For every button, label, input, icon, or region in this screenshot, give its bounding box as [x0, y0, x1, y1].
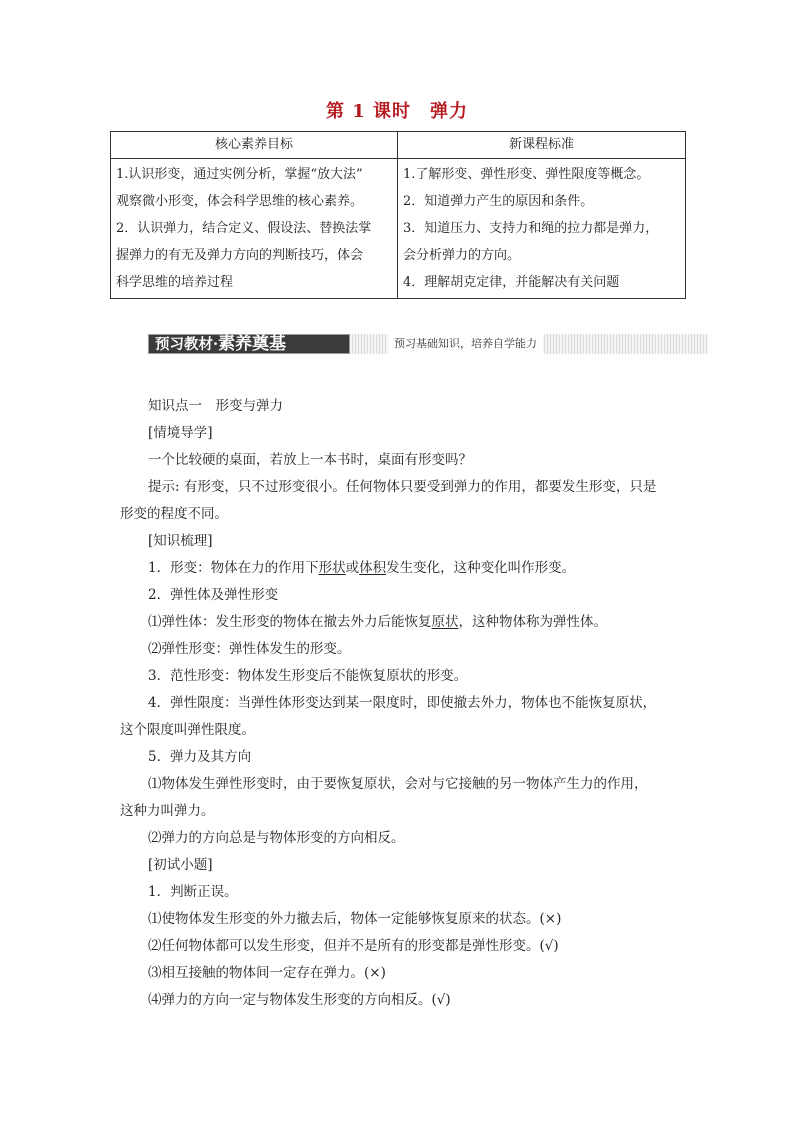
- core-goal-line: 2．认识弹力，结合定义、假设法、替换法掌: [116, 221, 372, 236]
- knowledge-item-5-1-cont: 这种力叫弹力。: [120, 803, 215, 819]
- text-span: ⑴弹性体：发生形变的物体在撤去外力后能恢复: [148, 614, 432, 630]
- section-label-try: [初试小题]: [148, 857, 213, 873]
- standard-line: 4．理解胡克定律，并能解决有关问题: [403, 275, 620, 290]
- knowledge-item-4: 4．弹性限度：当弹性体形变达到某一限度时，即使撤去外力，物体也不能恢复原状，: [148, 695, 657, 711]
- knowledge-item-3: 3．范性形变：物体发生形变后不能恢复原状的形变。: [148, 668, 468, 684]
- exercise-heading: 1．判断正误。: [148, 884, 238, 900]
- underlined-term: 体积: [359, 560, 387, 576]
- standard-line: 3．知道压力、支持力和绳的拉力都是弹力，: [403, 221, 659, 236]
- standard-line: 会分析弹力的方向。: [403, 248, 521, 263]
- knowledge-item-5-1: ⑴物体发生弹性形变时，由于要恢复原状，会对与它接触的另一物体产生力的作用，: [148, 776, 648, 792]
- knowledge-item-1: [120, 555, 680, 582]
- standards-cell: [398, 159, 686, 299]
- underlined-term: 形状: [318, 560, 346, 576]
- content-body: [120, 393, 680, 1014]
- knowledge-item-2: 2．弹性体及弹性形变: [148, 587, 279, 603]
- lesson-title: 第 1 课时 弹力: [325, 101, 469, 122]
- core-goals-cell: [111, 159, 398, 299]
- banner-subtitle: 预习基础知识，培养自学能力: [388, 334, 543, 354]
- standard-line: 1.了解形变、弹性形变、弹性限度等概念。: [403, 167, 650, 182]
- banner-label-b: 素养奠基: [218, 334, 287, 354]
- header-core-goals: 核心素养目标: [111, 132, 398, 159]
- underlined-term: 原状: [431, 614, 459, 630]
- section-banner: [148, 334, 708, 354]
- text-span: 1．形变：物体在力的作用下: [148, 560, 319, 576]
- header-new-standards: 新课程标准: [398, 132, 686, 159]
- hint-line: 提示: 有形变，只不过形变很小。任何物体只要受到弹力的作用，都要发生形变，只是: [148, 479, 657, 495]
- exercise-item: ⑵任何物体都可以发生形变，但并不是所有的形变都是弹性形变。(√): [148, 938, 559, 954]
- table-header-row: [111, 132, 686, 159]
- knowledge-item-5: 5．弹力及其方向: [148, 749, 252, 765]
- knowledge-point-heading: 知识点一 形变与弹力: [148, 398, 283, 414]
- section-label-knowledge: [知识梳理]: [148, 533, 213, 549]
- exercise-item: ⑶相互接触的物体间一定存在弹力。(×): [148, 965, 386, 981]
- text-span: ，这种物体称为弹性体。: [458, 614, 607, 630]
- section-label-scene: [情境导学]: [148, 425, 213, 441]
- knowledge-item-2-2: ⑵弹性形变：弹性体发生的形变。: [148, 641, 351, 657]
- banner-label: [148, 334, 350, 354]
- exercise-item: ⑷弹力的方向一定与物体发生形变的方向相反。(√): [148, 992, 451, 1008]
- knowledge-item-4-cont: 这个限度叫弹性限度。: [120, 722, 255, 738]
- knowledge-item-5-2: ⑵弹力的方向总是与物体形变的方向相反。: [148, 830, 405, 846]
- standard-line: 2．知道弹力产生的原因和条件。: [403, 194, 594, 209]
- text-span: 或: [345, 560, 360, 576]
- knowledge-item-2-1: [120, 609, 680, 636]
- exercise-item: ⑴使物体发生形变的外力撤去后，物体一定能够恢复原来的状态。(×): [148, 911, 562, 927]
- table-body-row: [111, 159, 686, 299]
- core-goal-line: 握弹力的有无及弹力方向的判断技巧，体会: [116, 248, 364, 263]
- text-span: 发生变化，这种变化叫作形变。: [386, 560, 576, 576]
- hint-line: 形变的程度不同。: [120, 506, 228, 522]
- core-goal-line: 科学思维的培养过程: [116, 275, 234, 290]
- core-goal-line: 观察微小形变，体会科学思维的核心素养。: [116, 194, 364, 209]
- core-goal-line: 1.认识形变，通过实例分析，掌握“放大法”: [116, 167, 363, 182]
- scene-question: 一个比较硬的桌面，若放上一本书时，桌面有形变吗？: [148, 452, 472, 468]
- banner-label-a: 预习教材·: [155, 336, 219, 353]
- goals-table: [110, 131, 686, 299]
